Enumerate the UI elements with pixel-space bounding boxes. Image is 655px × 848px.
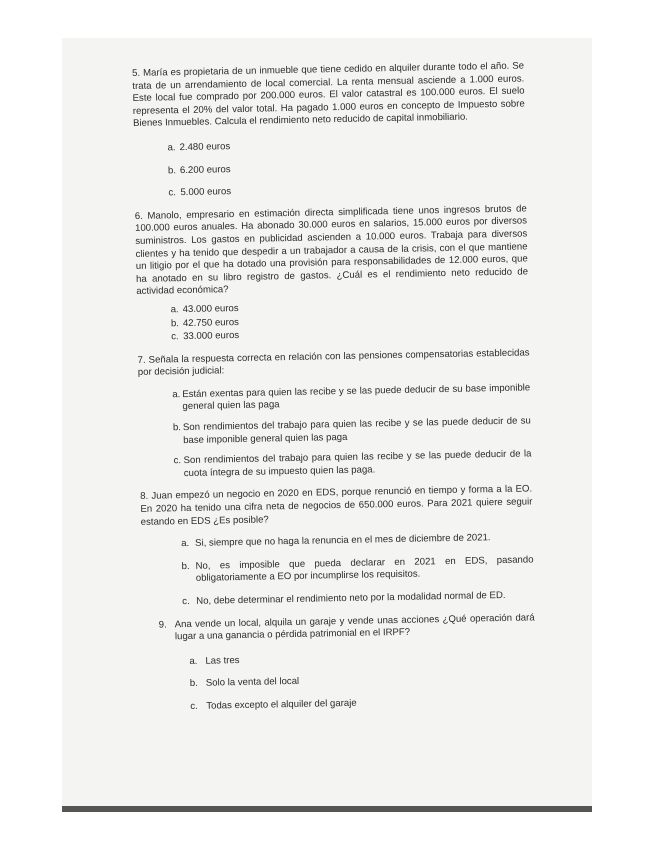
option-b xyxy=(190,672,536,691)
option-a xyxy=(181,532,533,551)
option-letter: b. xyxy=(181,560,190,572)
option-text: Son rendimientos del trabajo para quien las recibe y se las puede deducir de la cuota íntegra de su impuesto quien las paga. xyxy=(183,448,532,479)
option-text: 2.480 euros xyxy=(179,141,231,154)
option-text: 33.000 euros xyxy=(183,330,240,343)
option-text: 6.200 euros xyxy=(179,163,231,176)
option-a xyxy=(189,649,535,668)
option-c xyxy=(168,181,526,200)
question-text: 6. Manolo, empresario en estimación directa simplificada tiene unos ingresos brutos de 100.000 euros anuales. Ha abonado 30.000 euros en salarios, 15.000 euros por diversos suministros. Los gastos en publicidad ascienden a 10.000 euros. Trabaja para diversos clientes y ha tenido que despedir a un trabajador a causa de la crisis, con el que mantiene un litigio por el que ha dotado una provisión para responsabilidades de 12.000 euros, que ha anotado en su libro registro de gastos. ¿Cuál es el rendimiento neto reducido de actividad económica? xyxy=(134,203,529,298)
option-text: Si, siempre que no haga la renuncia en el mes de diciembre de 2021. xyxy=(195,532,491,550)
option-text: Solo la venta del local xyxy=(205,676,300,690)
option-letter: b. xyxy=(167,164,177,176)
options-list xyxy=(137,297,530,344)
options-list xyxy=(138,382,532,481)
question-text: Ana vende un local, alquila un garaje y vende unas acciones ¿Qué operación dará lugar a una ganancia o pérdida patrimonial en el IRPF? xyxy=(174,611,535,643)
option-c xyxy=(182,589,534,608)
option-letter: c. xyxy=(190,700,198,712)
question-text: 8. Juan empezó un negocio en 2020 en EDS, porque renunció en tiempo y forma a la EO. En 2020 ha tenido una cifra neta de negocios de 650.000 euros. Para 2021 quiere seguir estando en EDS ¿Es posible? xyxy=(140,483,533,528)
option-text: No, es imposible que pueda declarar en 2021 en EDS, pasando obligatoriamente a EO por incumplirse los requisitos. xyxy=(195,554,534,585)
option-letter: a. xyxy=(167,142,176,154)
option-letter: a. xyxy=(181,538,190,550)
option-text: 42.750 euros xyxy=(182,316,240,329)
option-c xyxy=(190,694,536,713)
option-text: 43.000 euros xyxy=(182,302,239,315)
question-6 xyxy=(135,203,529,344)
option-letter: b. xyxy=(170,317,180,329)
option-letter: a. xyxy=(170,304,179,316)
question-5 xyxy=(132,60,526,200)
option-a xyxy=(172,382,530,414)
option-letter: a. xyxy=(172,389,181,401)
option-text: Están exentas para quien las recibe y se las puede deducir de su base imponible general quien las paga xyxy=(182,382,531,413)
option-text: Las tres xyxy=(205,654,240,667)
option-letter: c. xyxy=(168,187,176,199)
option-letter: c. xyxy=(171,331,179,343)
option-text: No, debe determinar el rendimiento neto por la modalidad normal de ED. xyxy=(196,589,506,607)
option-letter: c. xyxy=(173,455,182,467)
option-letter: c. xyxy=(182,595,190,608)
options-list xyxy=(141,532,534,610)
option-letter: a. xyxy=(189,655,198,667)
options-list xyxy=(159,649,536,714)
option-text: Son rendimientos del trabajo para quien las recibe y se las puede deducir de su base imponible general quien las paga xyxy=(182,415,531,446)
question-number: 9. xyxy=(158,619,167,631)
option-letter: b. xyxy=(189,678,198,690)
option-b xyxy=(168,158,526,177)
option-text: Todas excepto el alquiler del garaje xyxy=(206,697,357,712)
option-b xyxy=(173,415,531,447)
option-letter: b. xyxy=(172,422,182,434)
scan-edge-bar xyxy=(62,806,592,812)
option-c xyxy=(173,449,531,481)
question-text-row xyxy=(159,612,535,644)
question-8 xyxy=(140,484,534,610)
question-9 xyxy=(143,612,537,714)
question-7 xyxy=(138,347,532,481)
option-text: 5.000 euros xyxy=(180,186,232,199)
exam-content xyxy=(132,60,537,724)
option-a xyxy=(167,135,525,154)
question-text: 7. Señala la respuesta correcta en relación con las pensiones compensatorias establecidas por decisión judicial: xyxy=(137,347,530,379)
question-text: 5. María es propietaria de un inmueble que tiene cedido en alquiler durante todo el año. Se trata de un arrendamiento de local comercial. La renta mensual asciende a 1.000 euros. Este local fue comprado por 200.000 euros. El valor catastral es 100.000 euros. El suelo representa el 20% del valor total. Ha pagado 1.000 euros en concepto de Impuesto sobre Bienes Inmuebles. Calcula el rendimiento neto reducido de capital inmobiliario. xyxy=(132,60,525,130)
option-b xyxy=(181,554,533,586)
options-list xyxy=(133,135,526,200)
